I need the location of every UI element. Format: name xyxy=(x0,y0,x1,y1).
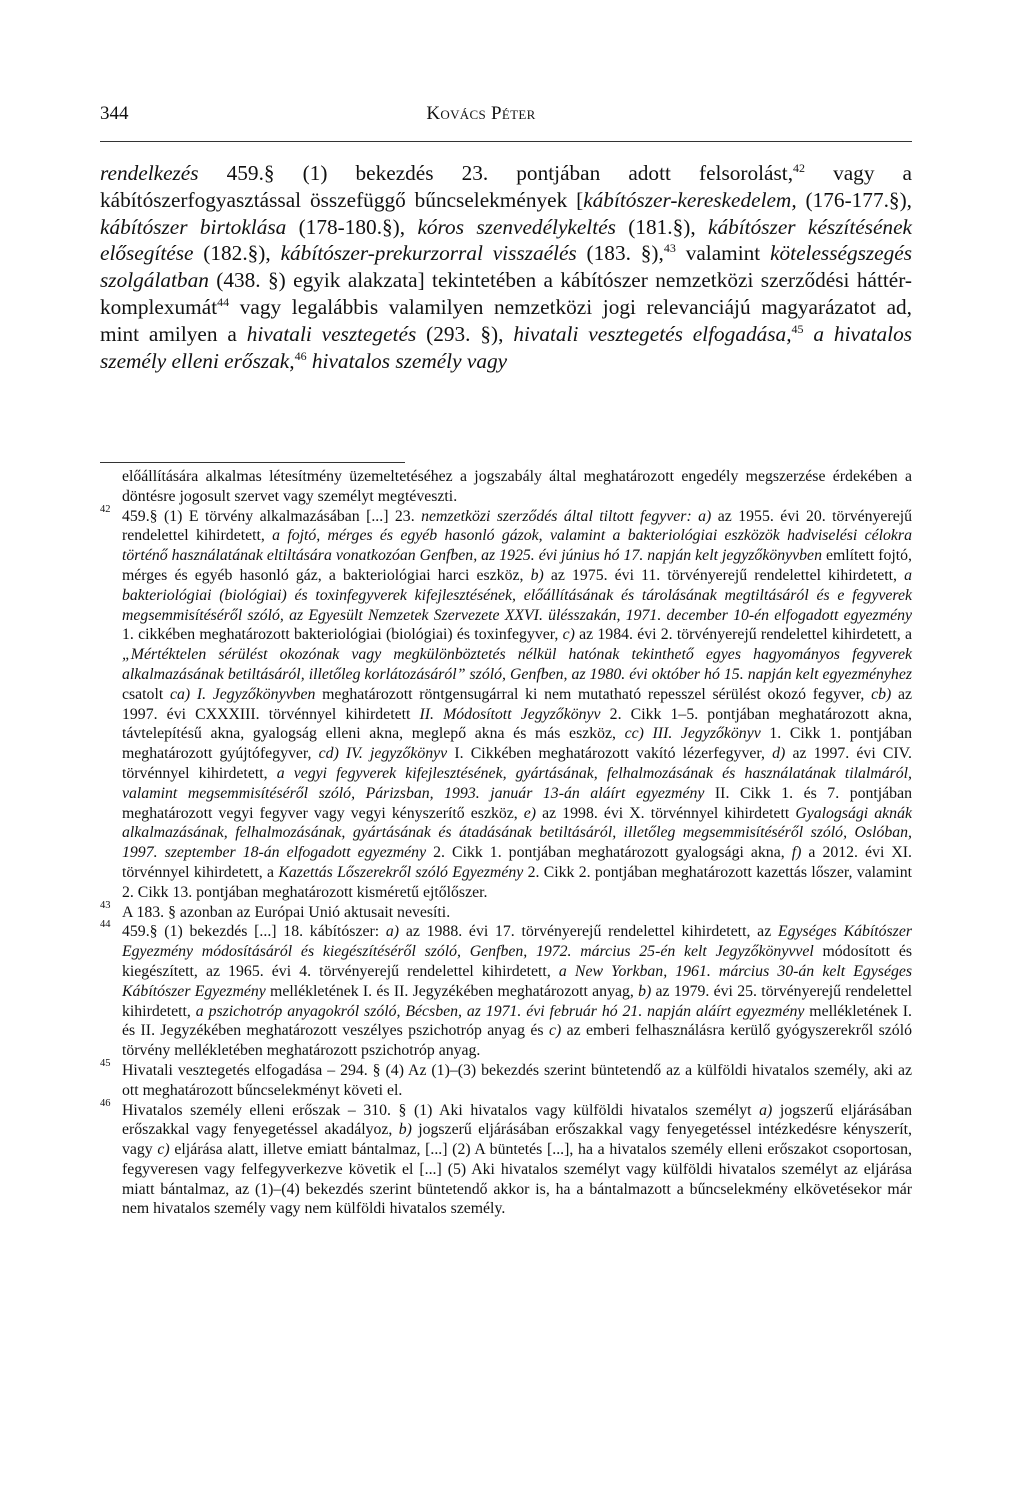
text-run: Hivatali vesztegetés elfogadása – 294. § (4) Az (1)–(3) bekezdés szerint büntetendő az a külföldi hivatalos személy, aki az ott meghatározott bűncselekményt követi el. xyxy=(122,1061,912,1099)
italic-text: hivatali vesztegetés xyxy=(246,321,417,346)
footnote-reference: 44 xyxy=(217,295,230,310)
footnote-43 xyxy=(100,899,912,923)
text-run xyxy=(804,322,814,346)
text-run: az 1955. évi 20. törvényerejű rendelettel kihirdetett, xyxy=(122,507,912,545)
running-title: Kovács Péter xyxy=(426,103,536,124)
italic-text: rendelkezés xyxy=(100,161,199,185)
main-paragraph xyxy=(100,160,912,374)
italic-text: a hivatalos személy elleni erőszak, xyxy=(100,321,913,373)
italic-text: kábítószer készítésének elősegítése xyxy=(100,214,912,266)
italic-text: c) xyxy=(548,1022,562,1040)
text-run: (438. §) egyik alakzata] tekintetében a kábítószer nemzetközi szerződési háttér-komplexumát xyxy=(100,268,912,319)
italic-text: d) xyxy=(772,745,786,763)
text-run: az emberi felhasználásra kerülő gyógyszerekről szóló törvény mellékletében meghatározott pszichotróp anyag. xyxy=(122,1022,912,1060)
footnote-44 xyxy=(100,919,913,1061)
text-run: az 1984. évi 2. törvényerejű rendelettel kihirdetett, a xyxy=(574,626,912,644)
text-run: (183. §), xyxy=(576,241,664,266)
italic-text: a pszichotróp anyagokról szóló, Bécsben, az 1971. évi február hó 21. napján aláírt egyezmény xyxy=(195,1002,805,1020)
text-run: 2. Cikk 1–5. pontjában meghatározott akna, távtelepítésű akna, gyalogság elleni akna, meglepő akna és más eszköz, xyxy=(122,705,912,743)
footnotes xyxy=(100,467,912,1219)
text-run: meghatározott röntgensugárral ki nem mutatható repesszel sérülést okozó fegyver, xyxy=(315,685,872,703)
italic-text: a bakteriológiai (biológiai) és toxinfegyverek kifejlesztésének, előállításának és tárolásának megtiltásáról és e fegyverek megsemmisítéséről szóló, az Egyesült Nemzetek Szervezete XXVI. ülésszakán, 1971. december 10-én elfogadott egyezmény xyxy=(122,566,912,624)
text-run: az 1988. évi 17. törvényerejű rendelettel kihirdetett, az xyxy=(399,923,778,941)
italic-text: hivatali vesztegetés elfogadása, xyxy=(513,321,792,346)
text-run: eljárása alatt, illetve emiatt bántalmaz, [...] (2) A büntetés [...], ha a hivatalos személy elleni erőszakot csoportosan, fegyveresen vagy felfegyverkezve követik el [...] (5) Aki hivatalos személyt vagy külföldi hivatalos személyt az eljárása miatt bántalmaz, az (1)–(4) bekezdés szerint büntetendő akkor is, ha a bántalmazott a bűncselekmény elkövetésekor már nem hivatalos személy vagy nem külföldi hivatalos személy. xyxy=(122,1141,913,1218)
italic-text: e) xyxy=(523,804,537,822)
italic-text: f) xyxy=(791,844,802,862)
footnote-number: 45 xyxy=(100,1057,111,1069)
text-run: valamint xyxy=(675,241,771,266)
italic-text: a fojtó, mérges és egyéb hasonló gázok, valamint a bakteriológiai eszközök hadviselési célokra történő használatának eltiltására vonatkozóan Genfben, az 1925. évi június hó 17. napján kelt jegyzőkönyvben xyxy=(122,527,912,565)
text-run: (293. §), xyxy=(416,321,514,346)
footnote-45 xyxy=(100,1057,912,1101)
footnote-list xyxy=(100,503,913,1220)
footnote-continuation: előállítására alkalmas létesítmény üzemeltetéséhez a jogszabály által meghatározott engedély megszerzése érdekében a döntésre jogosult szervet vagy személyt megtéveszti. xyxy=(122,468,912,505)
text-run: vagy a kábítószerfogyasztással összefüggő bűncselekmények [ xyxy=(100,161,912,212)
italic-text: b) xyxy=(638,982,652,1000)
italic-text: Egységes Kábítószer Egyezmény módosításáról és kiegészítéséről szóló, Genfben, 1972. március 25-én kelt Jegyzőkönyvvel xyxy=(122,923,912,961)
text-run: 1. Cikk 1. pontjában meghatározott gyújtófegyver, xyxy=(122,725,912,763)
italic-text: hivatalos személy vagy xyxy=(311,348,508,373)
italic-text: kábítószer birtoklása xyxy=(100,214,287,239)
footnote-number: 42 xyxy=(100,503,111,515)
text-run: 459.§ (1) E törvény alkalmazásában [...] 23. xyxy=(122,507,422,525)
text-run: jogszerű eljárásában erőszakkal vagy fenyegetéssel intézkedésre kényszerít, vagy xyxy=(122,1121,912,1159)
header-rule xyxy=(100,141,912,142)
italic-text: kóros szenvedélykeltés xyxy=(417,214,616,239)
italic-text: cd) IV. jegyzőkönyv xyxy=(318,745,448,763)
text-run: A 183. § azonban az Európai Unió aktusait nevesíti. xyxy=(122,903,451,921)
italic-text: a) xyxy=(759,1101,773,1119)
text-run: 459.§ (1) bekezdés 23. pontjában adott felsorolást, xyxy=(198,161,794,185)
text-run: (178-180.§), xyxy=(286,214,418,239)
footnote-reference: 42 xyxy=(793,161,806,176)
italic-text: a) xyxy=(698,507,712,525)
italic-text: b) xyxy=(398,1121,412,1139)
text-run: 2. Cikk 1. pontjában meghatározott gyalogsági akna, xyxy=(426,844,792,862)
text-run: II. Cikk 1. és 7. pontjában meghatározott vegyi fegyver vagy vegyi kényszerítő eszköz, xyxy=(122,784,912,822)
text-run: 2. Cikk 2. pontjában meghatározott kazettás lőszer, valamint 2. Cikk 13. pontjában meghatározott kisméretű ejtőlőszer. xyxy=(122,863,912,901)
italic-text: kábítószer-prekurzorral visszaélés xyxy=(280,241,577,266)
text-run: mellékletének I. és II. Jegyzékében meghatározott veszélyes pszichotróp anyag és xyxy=(122,1002,912,1040)
text-run: 459.§ (1) bekezdés [...] 18. kábítószer: xyxy=(122,923,386,941)
italic-text: cc) III. Jegyzőkönyv xyxy=(624,725,761,743)
text-run: (181.§), xyxy=(615,214,709,239)
text-run: 1. cikkében meghatározott bakteriológiai (biológiai) és toxinfegyver, xyxy=(122,626,563,644)
italic-text: a New Yorkban, 1961. március 30-án kelt Egységes Kábítószer Egyezmény xyxy=(122,962,913,1000)
footnote-reference: 46 xyxy=(294,348,307,363)
italic-text: „Mértéktelen sérülést okozónak vagy megkülönböztetés nélkül hatónak tekinthető egyes hagyományos fegyverek alkalmazásának betiltásáról, illetőleg korlátozásáról” szóló, Genfben, az 1980. évi október hó 15. napján kelt egyezményhez xyxy=(122,646,912,683)
footnote-number: 43 xyxy=(100,899,111,911)
text-run: említett fojtó, mérges és egyéb hasonló gáz, a bakteriológiai harci eszköz, xyxy=(122,547,913,584)
text-run: (176-177.§), xyxy=(796,187,912,212)
page-number: 344 xyxy=(100,103,129,124)
text-run: az 1997. évi CIV. törvénnyel kihirdetett, xyxy=(122,745,912,782)
text-run: Hivatalos személy elleni erőszak – 310. § (1) Aki hivatalos vagy külföldi hivatalos személyt xyxy=(122,1101,760,1119)
text-run: mellékletének I. és II. Jegyzékében meghatározott anyag, xyxy=(265,982,639,1000)
text-run: az 1979. évi 25. törvényerejű rendelettel kihirdetett, xyxy=(122,982,912,1020)
text-run: (182.§), xyxy=(193,241,281,266)
italic-text: a) xyxy=(385,923,400,941)
text-run: I. Cikkében meghatározott vakító lézerfegyver, xyxy=(447,745,773,763)
italic-text: cb) xyxy=(871,685,892,703)
text-run: az 1998. évi X. törvénnyel kihirdetett xyxy=(536,804,796,822)
italic-text: nemzetközi szerződés által tiltott fegyver: xyxy=(421,507,692,525)
italic-text: Kazettás Lőszerekről szóló Egyezmény xyxy=(278,863,524,881)
text-run: a 2012. évi XI. törvénnyel kihirdetett, a xyxy=(122,844,912,881)
text-run: jogszerű eljárásában erőszakkal vagy fenyegetéssel akadályoz, xyxy=(122,1101,912,1139)
italic-text: II. Módosított Jegyzőkönyv xyxy=(419,705,601,723)
footnote-number: 44 xyxy=(100,919,111,931)
italic-text: kábítószer-kereskedelem, xyxy=(583,187,797,212)
italic-text: a vegyi fegyverek kifejlesztésének, gyártásának, felhalmozásának és használatának tilalmáról, valamint megsemmisítéséről szóló, Párizsban, 1993. január 13-án aláírt egyezmény xyxy=(122,764,912,802)
text-run: vagy legalábbis valamilyen nemzetközi jogi relevanciájú magyarázatot ad, mint amilyen a xyxy=(100,294,912,346)
footnote-42 xyxy=(100,503,913,903)
italic-text: c) xyxy=(562,626,575,644)
footnote-46 xyxy=(100,1097,913,1220)
page-header xyxy=(100,103,912,127)
italic-text: Gyalogsági aknák alkalmazásának, felhalmozásának, gyártásának és átadásának betiltásáról, illetőleg megsemmisítéséről szóló, Oslóban, 1997. szeptember 18-án elfogadott egyezmény xyxy=(122,804,912,862)
italic-text: b) xyxy=(530,566,544,584)
italic-text: c) xyxy=(157,1141,170,1159)
text-run: módosított és kiegészített, az 1965. évi 4. törvényerejű rendelettel kihirdetett, xyxy=(122,943,912,980)
italic-text: kötelességszegés szolgálatban xyxy=(100,241,913,293)
footnote-reference: 43 xyxy=(663,241,676,256)
text-run: csatolt xyxy=(122,685,170,703)
text-run: az 1975. évi 11. törvényerejű rendelettel kihirdetett, xyxy=(543,566,905,584)
footnote-number: 46 xyxy=(100,1097,111,1109)
text-run: az 1997. évi CXXXIII. törvénnyel kihirdetett xyxy=(122,685,912,723)
footnote-separator xyxy=(100,462,405,463)
footnote-reference: 45 xyxy=(791,321,804,336)
italic-text: ca) I. Jegyzőkönyvben xyxy=(169,685,316,703)
